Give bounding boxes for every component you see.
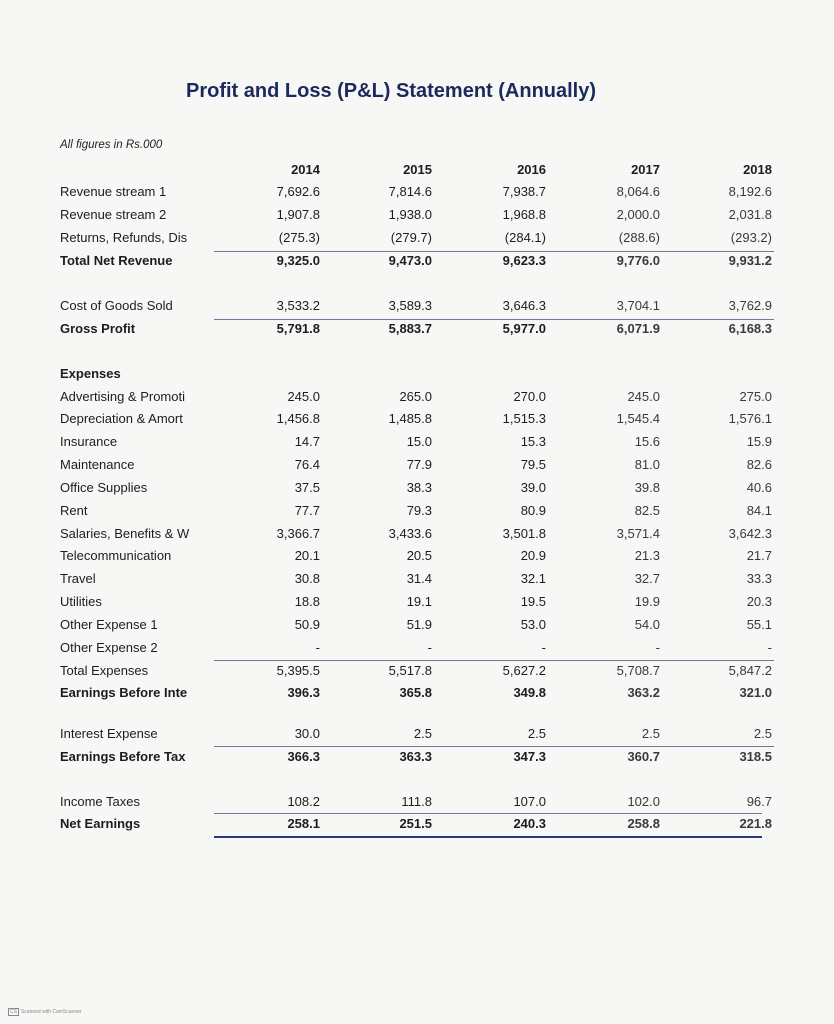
cell-total-net-revenue-2014: 9,325.0	[276, 253, 320, 268]
cell-other-expense-1-2016: 53.0	[520, 617, 546, 632]
cell-returns-refunds-2018: (293.2)	[730, 230, 772, 245]
cell-revenue-stream-2-2016: 1,968.8	[502, 207, 546, 222]
cell-salaries-benefits-2014: 3,366.7	[276, 526, 320, 541]
cell-other-expense-1-2014: 50.9	[294, 617, 320, 632]
cell-salaries-benefits-2018: 3,642.3	[728, 526, 772, 541]
row-label-revenue-stream-2: Revenue stream 2	[60, 207, 167, 222]
cell-salaries-benefits-2016: 3,501.8	[502, 526, 546, 541]
cell-advertising-promotion-2017: 245.0	[627, 389, 660, 404]
rule-above-earnings-before-tax	[214, 746, 774, 747]
row-label-salaries-benefits: Salaries, Benefits & W	[60, 526, 190, 541]
cell-other-expense-1-2017: 54.0	[634, 617, 660, 632]
row-label-earnings-before-tax: Earnings Before Tax	[60, 749, 186, 764]
cell-total-net-revenue-2018: 9,931.2	[728, 253, 772, 268]
row-label-expenses-heading: Expenses	[60, 366, 121, 381]
cell-total-net-revenue-2017: 9,776.0	[616, 253, 660, 268]
cell-office-supplies-2018: 40.6	[746, 480, 772, 495]
cell-net-earnings-2015: 251.5	[399, 816, 432, 831]
cell-earnings-before-interest-2015: 365.8	[399, 685, 432, 700]
cell-other-expense-2-2014: -	[315, 640, 320, 655]
scanner-watermark	[8, 1008, 82, 1016]
cell-depreciation-amortization-2014: 1,456.8	[276, 411, 320, 426]
cell-returns-refunds-2017: (288.6)	[618, 230, 660, 245]
cell-revenue-stream-1-2014: 7,692.6	[276, 184, 320, 199]
cell-earnings-before-interest-2016: 349.8	[513, 685, 546, 700]
cell-income-taxes-2016: 107.0	[513, 794, 546, 809]
row-label-gross-profit: Gross Profit	[60, 321, 136, 336]
cell-travel-2018: 33.3	[746, 571, 772, 586]
cell-earnings-before-interest-2014: 396.3	[287, 685, 320, 700]
cell-returns-refunds-2016: (284.1)	[504, 230, 546, 245]
cell-office-supplies-2014: 37.5	[294, 480, 320, 495]
cell-income-taxes-2017: 102.0	[627, 794, 660, 809]
rule-above-total-expenses	[214, 660, 774, 661]
cell-interest-expense-2015: 2.5	[413, 726, 432, 741]
scanner-watermark-text: Scanned with CamScanner	[20, 1009, 82, 1015]
cell-earnings-before-tax-2017: 360.7	[627, 749, 660, 764]
cell-rent-2014: 77.7	[294, 503, 320, 518]
row-label-telecommunication: Telecommunication	[60, 548, 172, 563]
cell-returns-refunds-2014: (275.3)	[278, 230, 320, 245]
cell-interest-expense-2014: 30.0	[294, 726, 320, 741]
cell-other-expense-2-2017: -	[655, 640, 660, 655]
cell-revenue-stream-1-2015: 7,814.6	[388, 184, 432, 199]
cell-total-expenses-2017: 5,708.7	[616, 663, 660, 678]
cell-revenue-stream-2-2018: 2,031.8	[728, 207, 772, 222]
cell-earnings-before-tax-2016: 347.3	[513, 749, 546, 764]
cell-advertising-promotion-2015: 265.0	[399, 389, 432, 404]
row-label-utilities: Utilities	[60, 594, 102, 609]
cell-revenue-stream-1-2017: 8,064.6	[616, 184, 660, 199]
cell-earnings-before-tax-2018: 318.5	[739, 749, 772, 764]
cell-depreciation-amortization-2017: 1,545.4	[616, 411, 660, 426]
row-label-travel: Travel	[60, 571, 96, 586]
cell-travel-2015: 31.4	[406, 571, 432, 586]
cell-depreciation-amortization-2018: 1,576.1	[728, 411, 772, 426]
cell-cost-of-goods-sold-2016: 3,646.3	[502, 298, 546, 313]
cell-telecommunication-2017: 21.3	[634, 548, 660, 563]
cell-total-expenses-2014: 5,395.5	[276, 663, 320, 678]
cell-cost-of-goods-sold-2018: 3,762.9	[728, 298, 772, 313]
cell-revenue-stream-1-2018: 8,192.6	[728, 184, 772, 199]
cell-depreciation-amortization-2015: 1,485.8	[388, 411, 432, 426]
scanner-logo-icon: CS	[10, 1009, 17, 1015]
cell-insurance-2015: 15.0	[406, 434, 432, 449]
cell-gross-profit-2014: 5,791.8	[276, 321, 320, 336]
cell-returns-refunds-2015: (279.7)	[390, 230, 432, 245]
cell-interest-expense-2016: 2.5	[527, 726, 546, 741]
row-label-cost-of-goods-sold: Cost of Goods Sold	[60, 298, 173, 313]
cell-cost-of-goods-sold-2017: 3,704.1	[616, 298, 660, 313]
cell-rent-2018: 84.1	[746, 503, 772, 518]
cell-earnings-before-interest-2017: 363.2	[627, 685, 660, 700]
year-header-4: 2018	[743, 162, 772, 177]
row-label-income-taxes: Income Taxes	[60, 794, 140, 809]
row-label-total-net-revenue: Total Net Revenue	[60, 253, 173, 268]
cell-advertising-promotion-2018: 275.0	[739, 389, 772, 404]
cell-utilities-2016: 19.5	[520, 594, 546, 609]
row-label-depreciation-amortization: Depreciation & Amort	[60, 411, 183, 426]
cell-office-supplies-2017: 39.8	[634, 480, 660, 495]
row-label-interest-expense: Interest Expense	[60, 726, 158, 741]
year-header-0: 2014	[291, 162, 320, 177]
cell-maintenance-2018: 82.6	[746, 457, 772, 472]
row-label-earnings-before-interest: Earnings Before Inte	[60, 685, 188, 700]
cell-net-earnings-2016: 240.3	[513, 816, 546, 831]
cell-total-expenses-2018: 5,847.2	[728, 663, 772, 678]
cell-utilities-2015: 19.1	[406, 594, 432, 609]
cell-gross-profit-2015: 5,883.7	[388, 321, 432, 336]
cell-maintenance-2016: 79.5	[520, 457, 546, 472]
cell-office-supplies-2015: 38.3	[406, 480, 432, 495]
cell-travel-2014: 30.8	[294, 571, 320, 586]
cell-gross-profit-2016: 5,977.0	[502, 321, 546, 336]
row-label-other-expense-2: Other Expense 2	[60, 640, 158, 655]
cell-maintenance-2017: 81.0	[634, 457, 660, 472]
cell-total-expenses-2015: 5,517.8	[388, 663, 432, 678]
cell-gross-profit-2017: 6,071.9	[616, 321, 660, 336]
cell-earnings-before-tax-2014: 366.3	[287, 749, 320, 764]
cell-utilities-2014: 18.8	[294, 594, 320, 609]
cell-interest-expense-2017: 2.5	[641, 726, 660, 741]
cell-utilities-2017: 19.9	[634, 594, 660, 609]
cell-total-expenses-2016: 5,627.2	[502, 663, 546, 678]
cell-office-supplies-2016: 39.0	[520, 480, 546, 495]
cell-salaries-benefits-2015: 3,433.6	[388, 526, 432, 541]
row-label-returns-refunds: Returns, Refunds, Dis	[60, 230, 188, 245]
cell-cost-of-goods-sold-2015: 3,589.3	[388, 298, 432, 313]
cell-telecommunication-2016: 20.9	[520, 548, 546, 563]
cell-advertising-promotion-2014: 245.0	[287, 389, 320, 404]
row-label-insurance: Insurance	[60, 434, 118, 449]
cell-net-earnings-2014: 258.1	[287, 816, 320, 831]
cell-total-net-revenue-2016: 9,623.3	[502, 253, 546, 268]
row-label-rent: Rent	[60, 503, 88, 518]
cell-other-expense-2-2016: -	[541, 640, 546, 655]
cell-revenue-stream-2-2017: 2,000.0	[616, 207, 660, 222]
cell-travel-2016: 32.1	[520, 571, 546, 586]
rule-above-net-earnings	[214, 813, 762, 814]
cell-interest-expense-2018: 2.5	[753, 726, 772, 741]
cell-revenue-stream-2-2014: 1,907.8	[276, 207, 320, 222]
cell-other-expense-1-2018: 55.1	[746, 617, 772, 632]
cell-depreciation-amortization-2016: 1,515.3	[502, 411, 546, 426]
rule-above-total-revenue	[214, 251, 774, 252]
row-label-office-supplies: Office Supplies	[60, 480, 148, 495]
row-label-net-earnings: Net Earnings	[60, 816, 141, 831]
cell-utilities-2018: 20.3	[746, 594, 772, 609]
page-title: Profit and Loss (P&L) Statement (Annually)	[186, 80, 597, 102]
cell-total-net-revenue-2015: 9,473.0	[388, 253, 432, 268]
cell-insurance-2014: 14.7	[294, 434, 320, 449]
cell-telecommunication-2015: 20.5	[406, 548, 432, 563]
cell-cost-of-goods-sold-2014: 3,533.2	[276, 298, 320, 313]
cell-insurance-2017: 15.6	[634, 434, 660, 449]
cell-revenue-stream-1-2016: 7,938.7	[502, 184, 546, 199]
row-label-maintenance: Maintenance	[60, 457, 135, 472]
year-header-3: 2017	[631, 162, 660, 177]
cell-revenue-stream-2-2015: 1,938.0	[388, 207, 432, 222]
cell-other-expense-2-2015: -	[427, 640, 432, 655]
cell-telecommunication-2014: 20.1	[294, 548, 320, 563]
cell-maintenance-2015: 77.9	[406, 457, 432, 472]
cell-advertising-promotion-2016: 270.0	[513, 389, 546, 404]
cell-maintenance-2014: 76.4	[294, 457, 320, 472]
double-rule-net-earnings	[214, 836, 762, 838]
row-label-total-expenses: Total Expenses	[60, 663, 149, 678]
cell-net-earnings-2018: 221.8	[739, 816, 772, 831]
row-label-other-expense-1: Other Expense 1	[60, 617, 158, 632]
cell-insurance-2018: 15.9	[746, 434, 772, 449]
cell-salaries-benefits-2017: 3,571.4	[616, 526, 660, 541]
cell-earnings-before-tax-2015: 363.3	[399, 749, 432, 764]
cell-income-taxes-2018: 96.7	[746, 794, 772, 809]
cell-gross-profit-2018: 6,168.3	[728, 321, 772, 336]
cell-earnings-before-interest-2018: 321.0	[739, 685, 772, 700]
cell-other-expense-1-2015: 51.9	[406, 617, 432, 632]
year-header-2: 2016	[517, 162, 546, 177]
year-header-1: 2015	[403, 162, 432, 177]
cell-other-expense-2-2018: -	[767, 640, 772, 655]
row-label-revenue-stream-1: Revenue stream 1	[60, 184, 167, 199]
cell-travel-2017: 32.7	[634, 571, 660, 586]
cell-income-taxes-2015: 111.8	[401, 794, 432, 809]
figures-unit-note: All figures in Rs.000	[60, 139, 163, 151]
rule-above-gross-profit	[214, 319, 774, 320]
cell-rent-2017: 82.5	[634, 503, 660, 518]
row-label-advertising-promotion: Advertising & Promoti	[60, 389, 185, 404]
cell-insurance-2016: 15.3	[520, 434, 546, 449]
cell-rent-2015: 79.3	[406, 503, 432, 518]
cell-income-taxes-2014: 108.2	[287, 794, 320, 809]
cell-telecommunication-2018: 21.7	[746, 548, 772, 563]
cell-net-earnings-2017: 258.8	[627, 816, 660, 831]
cell-rent-2016: 80.9	[520, 503, 546, 518]
